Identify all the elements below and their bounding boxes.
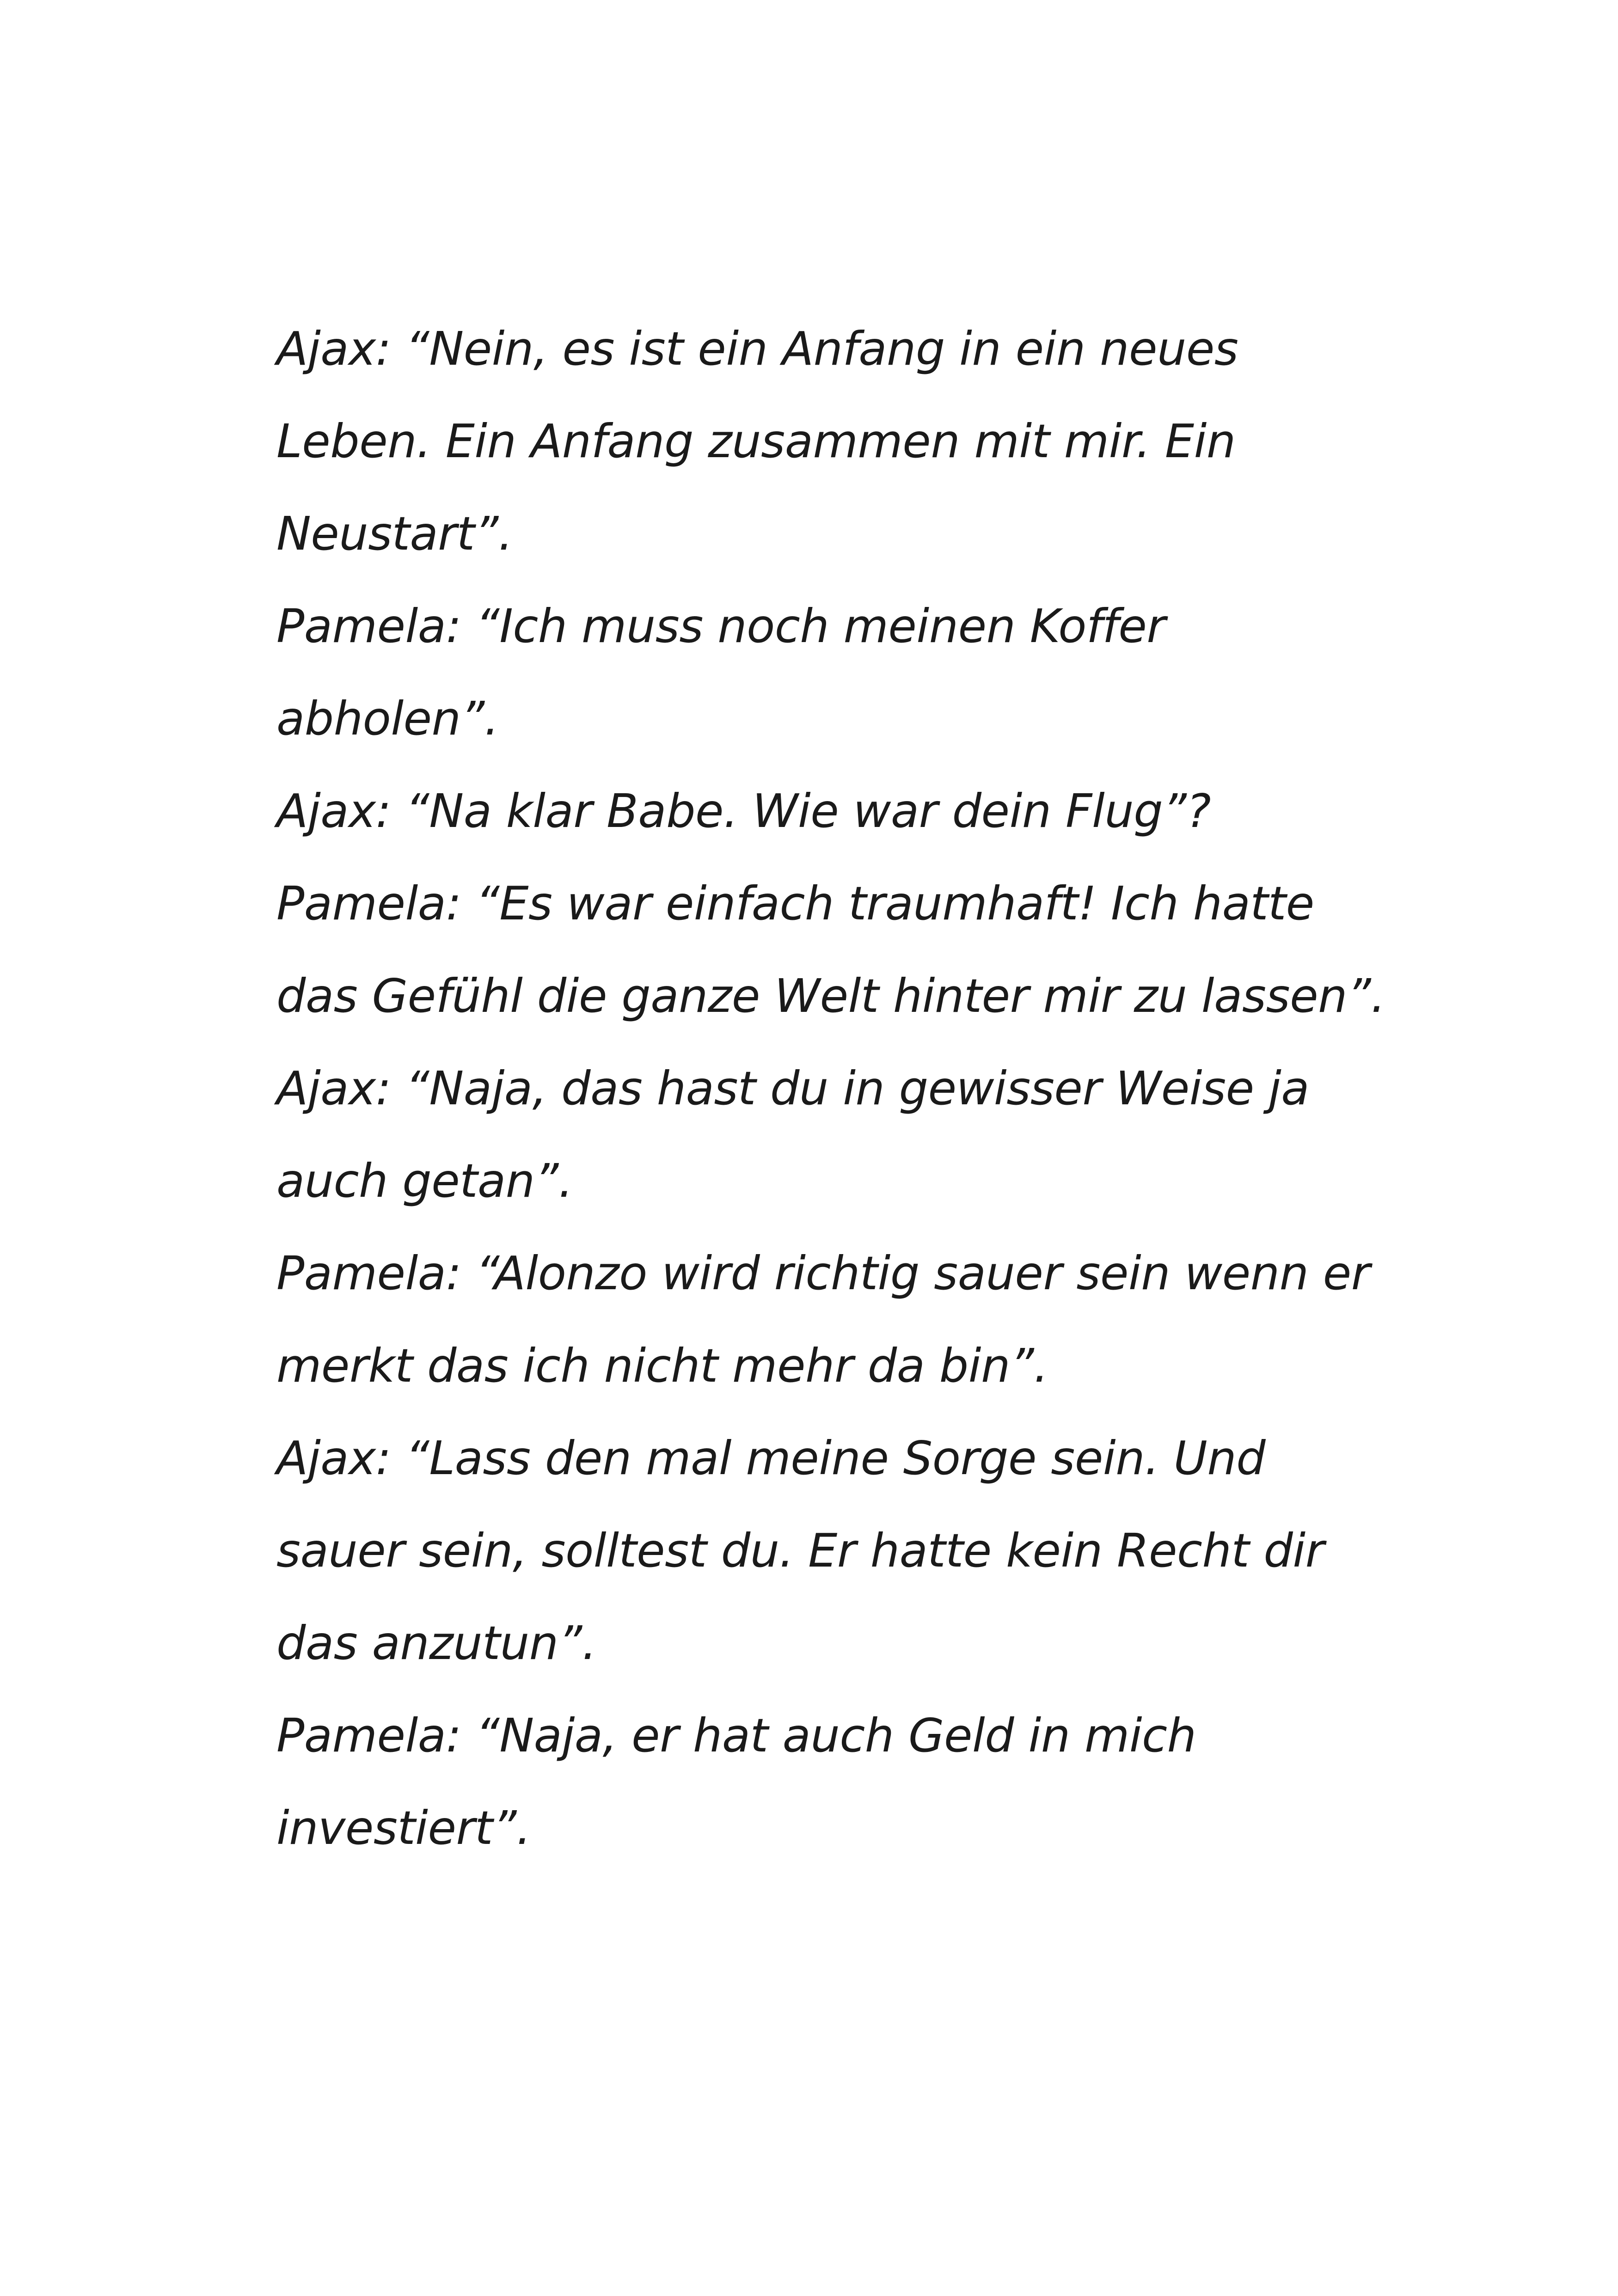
text-line: sauer sein, solltest du. Er hatte kein Recht dir <box>276 1524 1324 1578</box>
text-line: das anzutun”. <box>276 1616 597 1670</box>
dialogue-text <box>276 303 1386 1874</box>
text-line: merkt das ich nicht mehr da bin”. <box>276 1339 1048 1393</box>
text-line: das Gefühl die ganze Welt hinter mir zu lassen”. <box>276 969 1385 1023</box>
text-line: Ajax: “Naja, das hast du in gewisser Weise ja <box>276 1061 1309 1115</box>
text-line: Ajax: “Nein, es ist ein Anfang in ein neues <box>276 322 1238 376</box>
text-line: Ajax: “Na klar Babe. Wie war dein Flug”? <box>276 784 1211 838</box>
text-line: Leben. Ein Anfang zusammen mit mir. Ein <box>276 414 1236 468</box>
text-line: Pamela: “Naja, er hat auch Geld in mich <box>276 1708 1196 1763</box>
text-line: Pamela: “Ich muss noch meinen Koffer <box>276 599 1166 653</box>
text-line: abholen”. <box>276 692 499 746</box>
text-line: Neustart”. <box>276 507 513 561</box>
text-line: investiert”. <box>276 1801 531 1855</box>
text-line: Ajax: “Lass den mal meine Sorge sein. Und <box>276 1431 1266 1485</box>
text-line: Pamela: “Es war einfach traumhaft! Ich hatte <box>276 876 1314 931</box>
text-line: Pamela: “Alonzo wird richtig sauer sein wenn er <box>276 1246 1370 1300</box>
text-line: auch getan”. <box>276 1154 573 1208</box>
